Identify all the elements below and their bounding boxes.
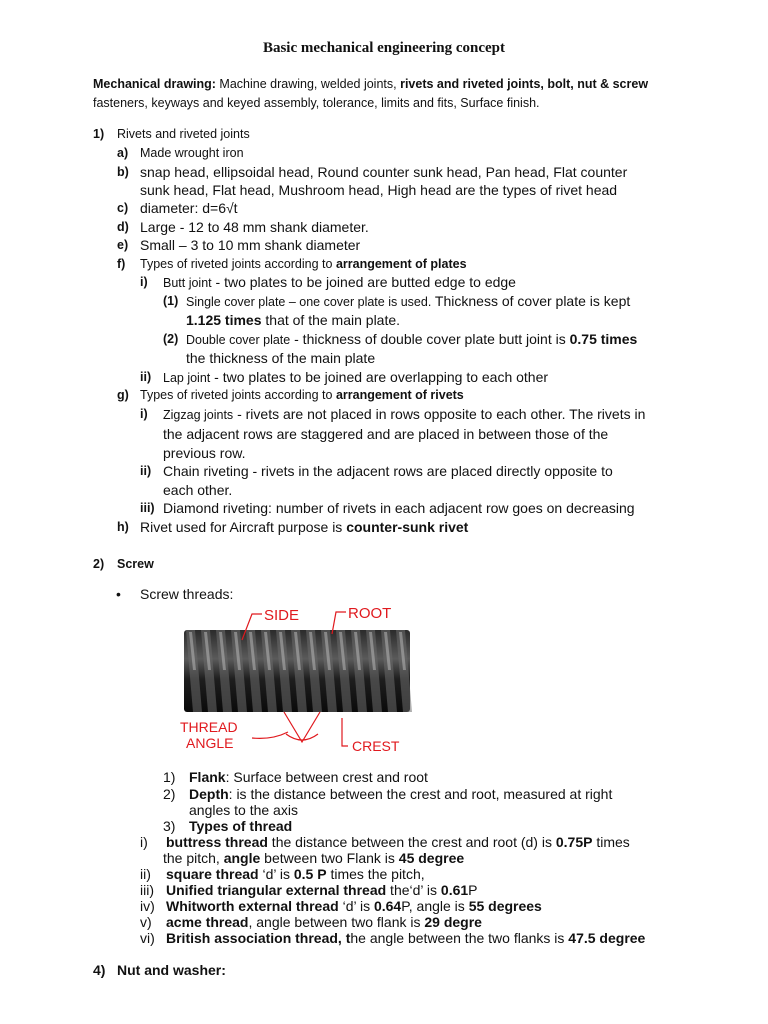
screw-thread-figure: [176, 600, 416, 762]
label-crest: CREST: [352, 738, 400, 754]
label-root: ROOT: [348, 605, 392, 622]
list-item: Small – 3 to 10 mm shank diameter: [140, 237, 361, 253]
list-item: Diamond riveting: number of rivets in each adjacent row goes on decreasing: [163, 500, 635, 516]
section-number: 1): [93, 127, 105, 141]
list-item: v) acme thread, angle between two flank is 29 degre: [140, 914, 482, 930]
label-side: SIDE: [264, 607, 300, 624]
intro-paragraph: Mechanical drawing: Machine drawing, welded joints, rivets and riveted joints, bolt, nut & screw fasteners, keyways and keyed assembly, tolerance, limits and fits, Surface finish.: [93, 77, 649, 110]
section-number: 4): [93, 962, 106, 978]
section-number: 2): [93, 557, 105, 571]
document-page: Basic mechanical engineering concept Mechanical drawing: Machine drawing, welded joints, rivets and riveted joints, bolt, nut & screw fasteners, keyways and keyed assembly, tolerance, limits and fits, Surface finish. 1) Rivets and riveted joints a) Made wrought iron b) snap head, ellipsoidal head, Round counter sunk head, Pan head, Flat counter sunk head, Flat head, Mushroom head, High head are the types of rivet head c) diameter: d=6√t d) Large - 12 to 48 mm shank diameter. e) Small – 3 to 10 mm shank diameter f) Types of riveted joints according to arrangement of plates i) Butt joint - two plates to be joined are butted edge to edge (1) Single cover plate – one cover plate is used. Thickness of cover plate is kept 1.125 times that of the main plate. (2) Double cover plate - thickness of double cover plate butt joint is 0.75 times the thickness of the main plate ii) Lap joint - two plates to be joined are overlapping to each other g) Types of riveted joints according to arrangement of rivets i) Zigzag joints - rivets are not placed in rows opposite to each other. The rivets in the adjacent rows are staggered and are placed in between those of the previous row. ii) Chain riveting - rivets in the adjacent rows are placed directly opposite to each other. iii) Diamond riveting: number of rivets in each adjacent row goes on decreasing h) Rivet used for Aircraft purpose is counter-sunk rivet 2) Screw • Screw threads: SIDE ROOT THREAD ANGLE CREST 1) Flank: Surface between crest and root 2) Depth: is the distance between the crest and root, measured at right angles to the axis 3) Types of thread i) buttress thread the distance between the crest and root (d) is 0.75P times the pitch, angle between two Flank is 45 degree ii) square thread ‘d’ is 0.5 P times the pitch, iii) Unified triangular external thread the‘d’ is 0.61P iv) Whitworth external thread ‘d’ is 0.64P, angle is 55 degrees v) acme thread, angle between two flank is 29 degre vi) British association thread, the angle between the two flanks is 47.5 degree 4) Nut and washer:: [0, 0, 768, 1024]
list-item: Types of riveted joints according to arrangement of plates: [140, 257, 467, 271]
list-item: Rivet used for Aircraft purpose is counter-sunk rivet: [140, 519, 469, 535]
list-item: Zigzag joints - rivets are not placed in rows opposite to each other. The rivets in: [163, 406, 646, 422]
intro-label: Mechanical drawing:: [93, 77, 216, 91]
bullet-icon: •: [116, 586, 121, 602]
list-item: iv) Whitworth external thread ‘d’ is 0.64P, angle is 55 degrees: [140, 898, 542, 914]
list-item: 3) Types of thread: [163, 818, 293, 834]
list-item: Lap joint - two plates to be joined are overlapping to each other: [163, 369, 549, 385]
list-item: 1) Flank: Surface between crest and root: [163, 769, 428, 785]
section-heading-nut: Nut and washer:: [117, 962, 226, 978]
list-item: Single cover plate – one cover plate is used. Thickness of cover plate is kept: [186, 293, 631, 309]
list-item: snap head, ellipsoidal head, Round counter sunk head, Pan head, Flat counter: [140, 164, 628, 180]
list-item: Double cover plate - thickness of double cover plate butt joint is 0.75 times: [186, 331, 638, 347]
list-item: vi) British association thread, the angle between the two flanks is 47.5 degree: [140, 930, 646, 946]
list-item: Butt joint - two plates to be joined are butted edge to edge: [163, 274, 516, 290]
list-item: Made wrought iron: [140, 146, 244, 160]
list-item: Types of riveted joints according to arrangement of rivets: [140, 388, 464, 402]
list-item: 2) Depth: is the distance between the crest and root, measured at right: [163, 786, 613, 802]
list-item: i) buttress thread the distance between the crest and root (d) is 0.75P times: [140, 834, 630, 850]
list-item: diameter: d=6√t: [140, 200, 238, 216]
bullet-item: Screw threads:: [140, 586, 234, 602]
label-angle: ANGLE: [186, 735, 234, 751]
section-heading-rivets: Rivets and riveted joints: [117, 127, 250, 141]
list-item: ii) square thread ‘d’ is 0.5 P times the pitch,: [140, 866, 425, 882]
list-item: iii) Unified triangular external thread the‘d’ is 0.61P: [140, 882, 478, 898]
list-item: Large - 12 to 48 mm shank diameter.: [140, 219, 369, 235]
list-item: Chain riveting - rivets in the adjacent rows are placed directly opposite to: [163, 463, 613, 479]
label-thread: THREAD: [180, 719, 238, 735]
section-heading-screw: Screw: [117, 557, 154, 571]
page-title: Basic mechanical engineering concept: [262, 40, 506, 56]
